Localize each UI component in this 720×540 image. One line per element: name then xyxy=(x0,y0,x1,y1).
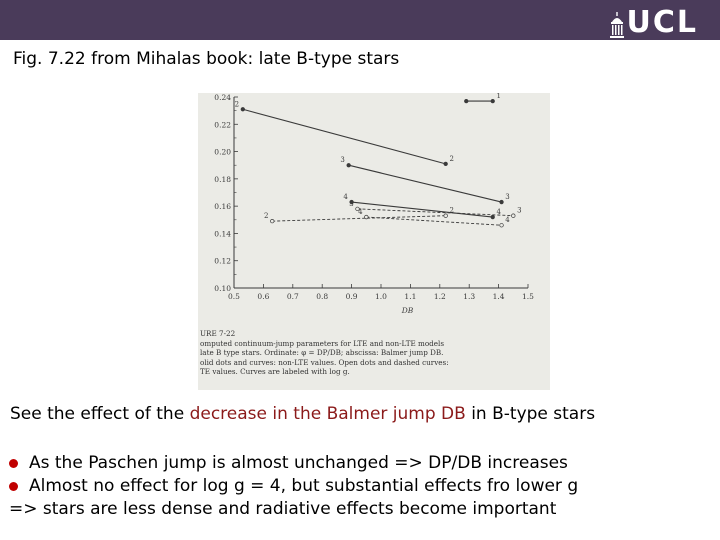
curve-log-g-label: 2 xyxy=(449,154,454,163)
non-lte-solid-point xyxy=(500,200,504,204)
bullet-item xyxy=(9,452,578,475)
continuum-jump-chart xyxy=(198,93,550,323)
scanned-figure xyxy=(198,93,550,390)
curve-log-g-label: 4 xyxy=(496,208,501,217)
curve-log-g-label: 2 xyxy=(234,100,240,109)
y-tick-label: 0.14 xyxy=(214,229,231,239)
curve-log-g-label: 2 xyxy=(449,206,454,215)
y-tick-label: 0.12 xyxy=(214,256,231,266)
curve-log-g-label: 3 xyxy=(349,199,354,208)
y-tick-label: 0.24 xyxy=(214,93,231,102)
lte-open-point xyxy=(500,223,504,227)
header-bar xyxy=(0,0,720,40)
x-tick-label: 0.5 xyxy=(228,292,240,301)
x-tick-label: 1.5 xyxy=(522,292,534,301)
x-axis-label: DB xyxy=(401,306,414,315)
slide-title: Fig. 7.22 from Mihalas book: late B-type stars xyxy=(13,49,400,69)
non-lte-solid-point xyxy=(241,107,245,111)
lte-open-point xyxy=(512,214,516,218)
lte-dashed-curve xyxy=(272,216,445,221)
non-lte-solid-curve xyxy=(349,165,502,202)
lte-dashed-curve xyxy=(366,217,501,225)
curve-log-g-label: 2 xyxy=(263,212,269,221)
bullet-item xyxy=(9,475,578,498)
conclusion-text: => stars are less dense and radiative effects become important xyxy=(9,499,557,519)
caption-line: URE 7-22 xyxy=(200,329,236,338)
lte-dashed-curve xyxy=(357,206,513,216)
caption-line: TE values. Curves are labeled with log g. xyxy=(200,367,350,376)
logo-text: UCL xyxy=(626,5,698,40)
lte-open-point xyxy=(270,219,274,223)
bullet-list xyxy=(9,452,578,521)
x-tick-label: 1.0 xyxy=(375,292,387,301)
caption-line: omputed continuum-jump parameters for LTE and non-LTE models xyxy=(200,338,445,348)
x-tick-label: 0.9 xyxy=(345,292,358,301)
non-lte-solid-point xyxy=(347,163,351,167)
lte-open-point xyxy=(444,214,448,218)
curve-log-g-label: 3 xyxy=(505,193,510,202)
x-tick-label: 0.7 xyxy=(286,292,299,301)
bullet-text: Almost no effect for log g = 4, but substantial effects fro lower g xyxy=(29,476,579,496)
curve-log-g-label: 4 xyxy=(505,216,510,225)
statement-highlight: decrease in the Balmer jump DB xyxy=(189,404,466,424)
non-lte-solid-point xyxy=(444,162,448,166)
caption-line: olid dots and curves: non-LTE values. Open dots and dashed curves: xyxy=(200,357,449,367)
y-tick-label: 0.20 xyxy=(214,147,231,157)
figure-caption xyxy=(200,329,546,377)
curve-log-g-label: 1 xyxy=(496,93,501,101)
bullet-dot-icon xyxy=(9,459,18,468)
bullet-text: As the Paschen jump is almost unchanged => DP/DB increases xyxy=(29,453,568,473)
curve-log-g-label: 3 xyxy=(517,206,522,215)
y-tick-label: 0.22 xyxy=(214,120,231,130)
lte-open-point xyxy=(365,215,369,219)
caption-line: late B type stars. Ordinate: φ = DP/DB; abscissa: Balmer jump DB. xyxy=(200,348,444,357)
statement xyxy=(10,404,595,424)
x-tick-label: 1.1 xyxy=(404,292,417,301)
non-lte-solid-point xyxy=(491,215,495,219)
x-tick-label: 0.6 xyxy=(257,292,270,301)
x-tick-label: 0.8 xyxy=(316,292,329,301)
x-tick-label: 1.3 xyxy=(463,292,476,301)
y-tick-label: 0.10 xyxy=(214,284,231,293)
portico-dome-icon xyxy=(610,12,624,40)
statement-prefix: See the effect of the xyxy=(10,404,190,424)
non-lte-solid-point xyxy=(464,99,468,103)
non-lte-solid-point xyxy=(491,99,495,103)
curve-log-g-label: 4 xyxy=(343,193,348,202)
bullet-dot-icon xyxy=(9,482,18,491)
curve-log-g-label: 4 xyxy=(358,208,363,217)
y-tick-label: 0.16 xyxy=(214,202,231,212)
x-tick-label: 1.4 xyxy=(492,292,505,301)
x-tick-label: 1.2 xyxy=(433,292,446,301)
ucl-logo xyxy=(610,6,699,40)
curve-log-g-label: 3 xyxy=(340,156,345,165)
statement-suffix: in B-type stars xyxy=(465,404,596,424)
y-tick-label: 0.18 xyxy=(214,174,231,184)
